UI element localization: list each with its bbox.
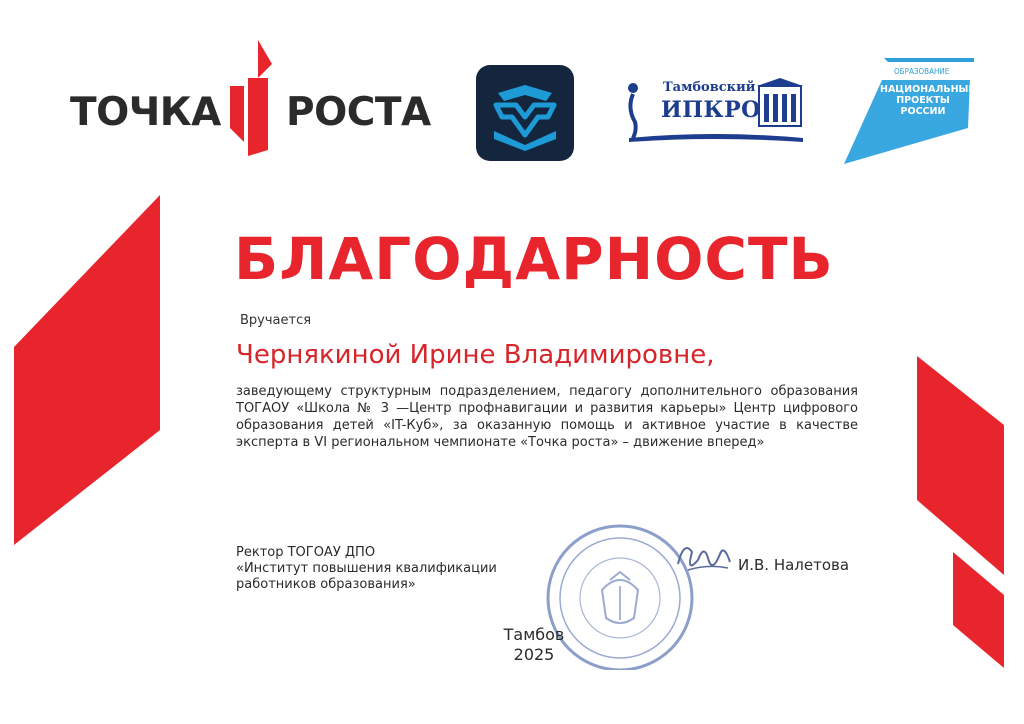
- ipkro-logo: [623, 78, 805, 144]
- tochka-word: ТОЧКА: [70, 90, 221, 135]
- national-projects-name: НАЦИОНАЛЬНЫЕ ПРОЕКТЫ РОССИИ: [880, 84, 975, 117]
- certificate-description: заведующему структурным подразделением, педагогу дополнительного образования ТОГАОУ «Школа № 3 —Центр профнавигации и развития карьеры» Центр цифрового образования детей «IT-Куб», за оказанную помощь и активное участие в качестве эксперта в VI региональном чемпионате «Точка роста» – движение вперед»: [236, 384, 858, 450]
- rector-line-3: работников образования»: [236, 577, 416, 592]
- year: 2025: [513, 645, 555, 664]
- national-projects-logo: [842, 58, 974, 166]
- national-projects-category: ОБРАЗОВАНИЕ: [894, 67, 950, 76]
- signer-name: И.В. Налетова: [738, 556, 850, 574]
- it-cube-icon: [476, 65, 574, 161]
- ipkro-line2: ИПКРО: [661, 97, 761, 123]
- it-cube-logo: [476, 65, 574, 161]
- awarded-label: Вручается: [240, 313, 312, 328]
- rector-line-2: «Институт повышения квалификации: [236, 561, 497, 576]
- left-red-parallelogram: [14, 195, 160, 545]
- certificate-title: БЛАГОДАРНОСТЬ: [234, 225, 834, 293]
- city-year-block: [480, 625, 588, 665]
- recipient-name: Чернякиной Ирине Владимировне,: [236, 340, 715, 370]
- rector-line-1: Ректор ТОГОАУ ДПО: [236, 545, 376, 560]
- ipkro-line1: Тамбовский: [663, 80, 756, 95]
- right-red-bottom-shape: [953, 552, 1004, 668]
- rosta-word: РОСТА: [286, 90, 431, 135]
- handwritten-signature: [668, 534, 738, 582]
- city: Тамбов: [503, 625, 565, 644]
- tochka-rosta-logo: [68, 38, 433, 158]
- right-red-top-shape: [917, 356, 1004, 575]
- rector-block: [236, 545, 536, 593]
- sprout-icon: [224, 38, 284, 158]
